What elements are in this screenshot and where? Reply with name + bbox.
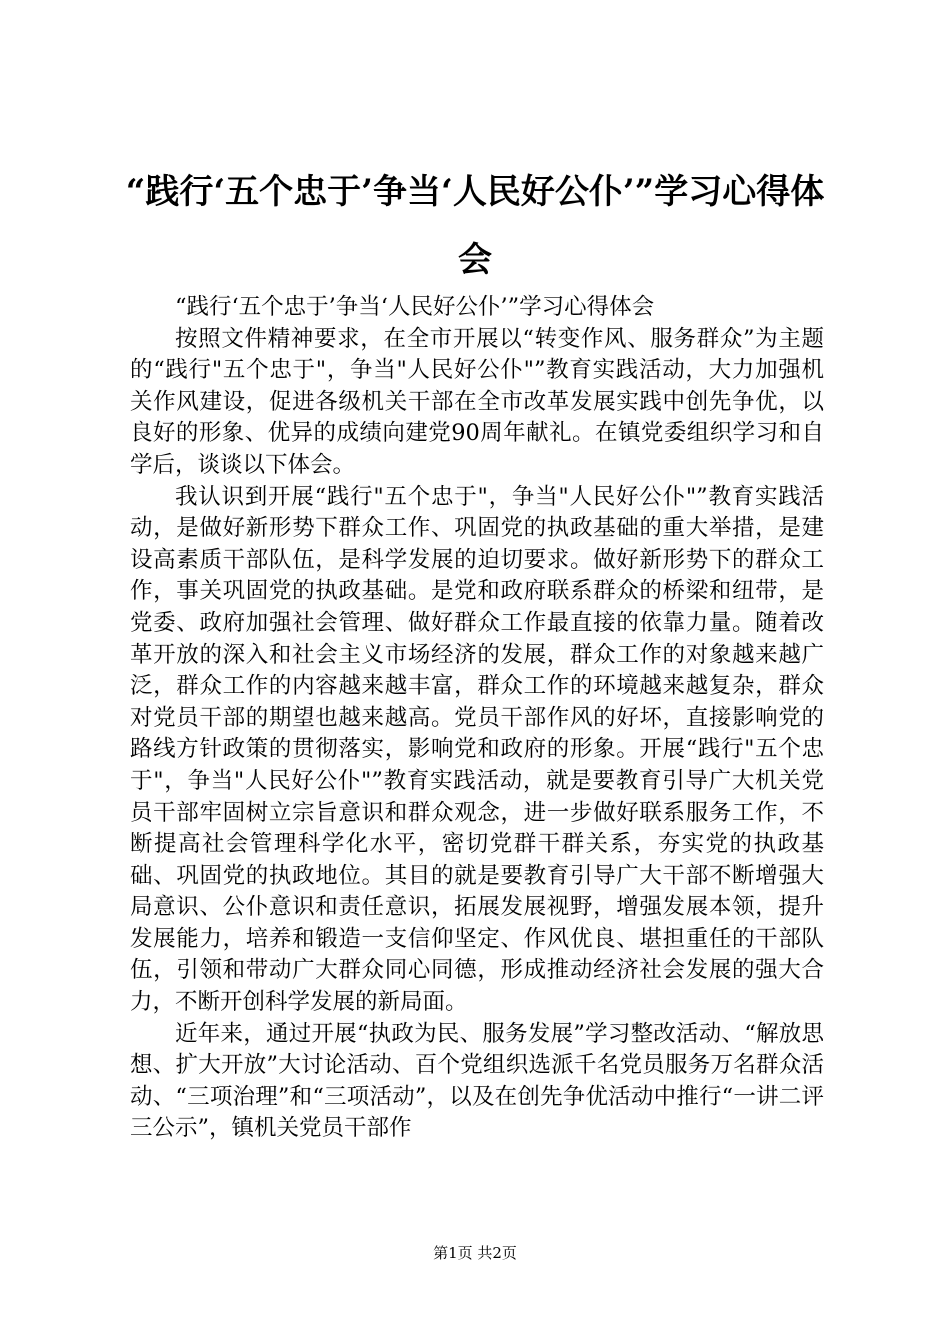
document-title: “践行‘五个忠于’争当‘人民好公仆’”学习心得体会 xyxy=(125,172,825,280)
document-body xyxy=(130,292,824,1145)
paragraph-subtitle: “践行‘五个忠于’争当‘人民好公仆’”学习心得体会 xyxy=(175,294,655,320)
paragraph-recent-years: 近年来，通过开展“执政为民、服务发展”学习整改活动、“解放思想、扩大开放”大讨论活动、百个党组织选派千名党员服务万名群众活动、“三项治理”和“三项活动”，以及在创先争优活动中推行“一讲二评三公示”，镇机关党员干部作 xyxy=(130,1020,824,1142)
page-number-footer: 第1页 共2页 xyxy=(433,1244,517,1262)
paragraph-intro: 按照文件精神要求，在全市开展以“转变作风、服务群众”为主题的“践行"五个忠于"，争当"人民好公仆"”教育实践活动，大力加强机关作风建设，促进各级机关干部在全市改革发展实践中创先争优，以良好的形象、优异的成绩向建党90周年献礼。在镇党委组织学习和自学后，谈谈以下体会。 xyxy=(130,325,824,478)
paragraph-understanding: 我认识到开展“践行"五个忠于"，争当"人民好公仆"”教育实践活动，是做好新形势下群众工作、巩固党的执政基础的重大举措，是建设高素质干部队伍，是科学发展的迫切要求。做好新形势下的群众工作，事关巩固党的执政基础。是党和政府联系群众的桥梁和纽带，是党委、政府加强社会管理、做好群众工作最直接的依靠力量。随着改革开放的深入和社会主义市场经济的发展，群众工作的对象越来越广泛，群众工作的内容越来越丰富，群众工作的环境越来越复杂，群众对党员干部的期望也越来越高。党员干部作风的好坏，直接影响党的路线方针政策的贯彻落实，影响党和政府的形象。开展“践行"五个忠于"，争当"人民好公仆"”教育实践活动，就是要教育引导广大机关党员干部牢固树立宗旨意识和群众观念，进一步做好联系服务工作，不断提高社会管理科学化水平，密切党群干群关系，夯实党的执政基础、巩固党的执政地位。其目的就是要教育引导广大干部不断增强大局意识、公仆意识和责任意识，拓展发展视野，增强发展本领，提升发展能力，培养和锻造一支信仰坚定、作风优良、堪担重任的干部队伍，引领和带动广大群众同心同德，形成推动经济社会发展的强大合力，不断开创科学发展的新局面。 xyxy=(130,483,824,1016)
